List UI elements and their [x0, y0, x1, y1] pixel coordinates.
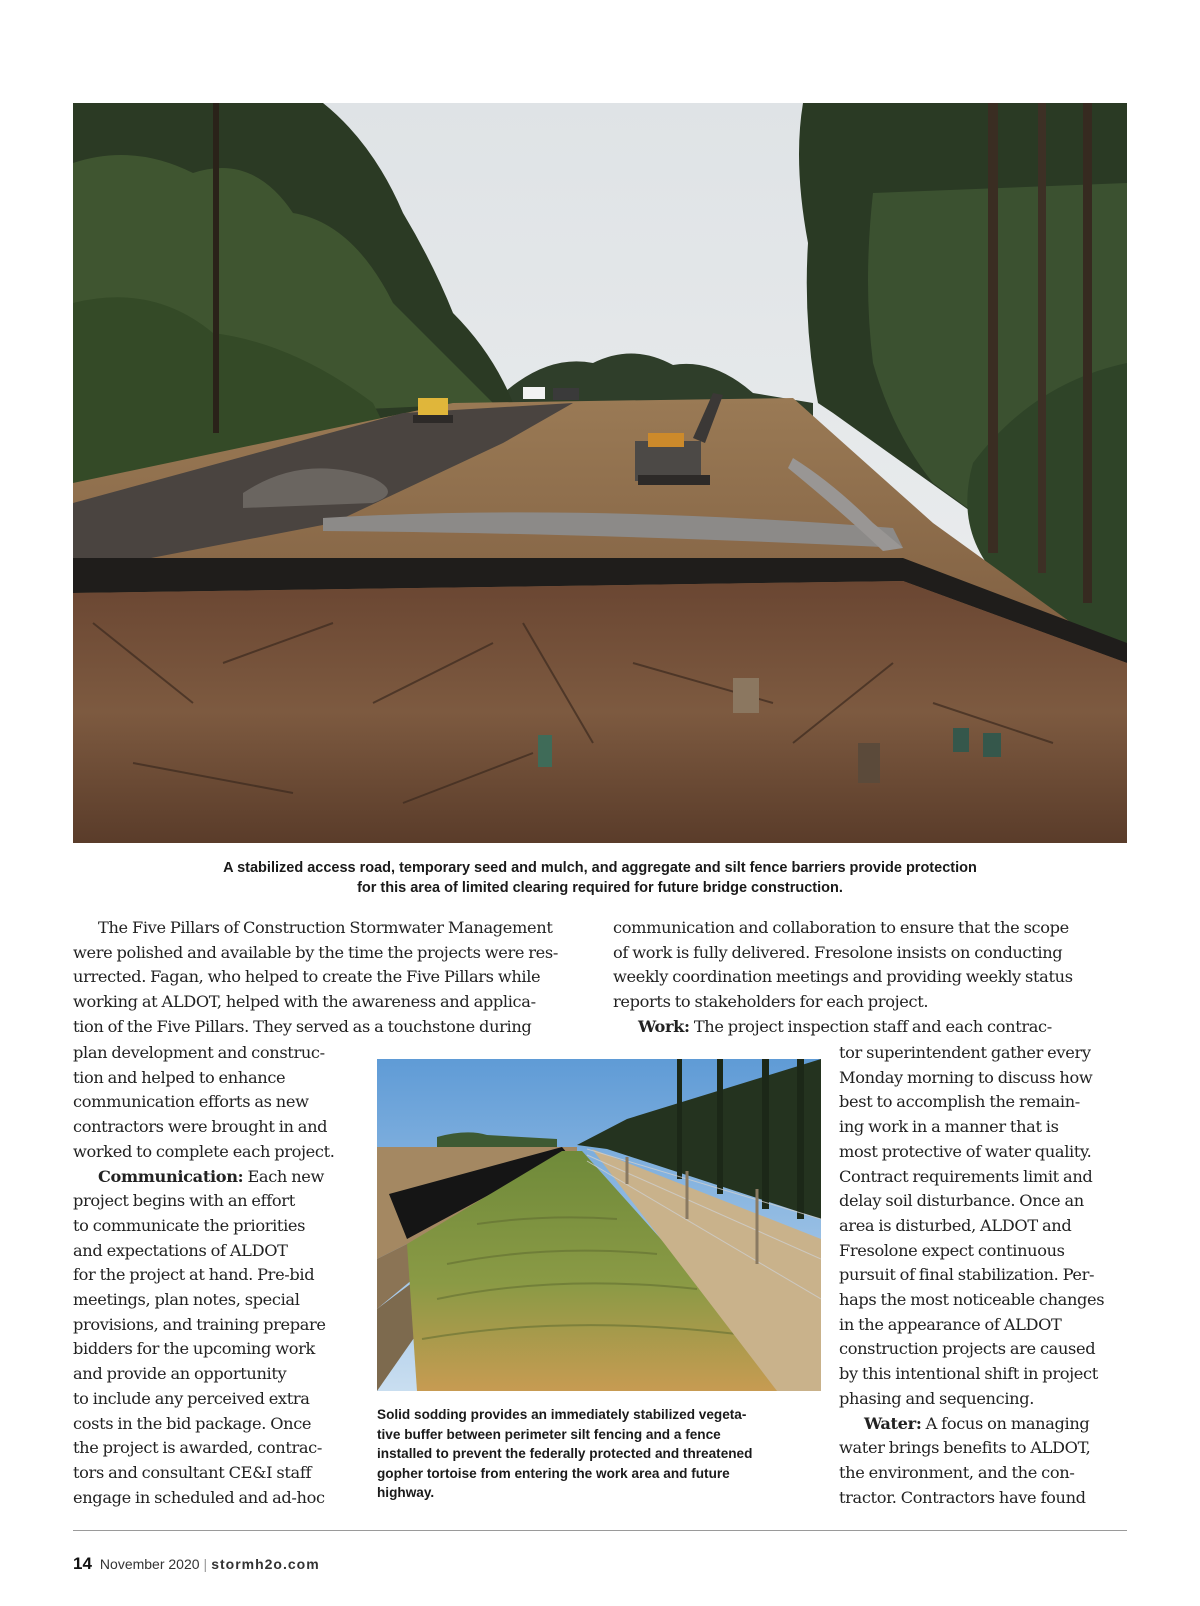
- text-line: engage in scheduled and ad-hoc: [73, 1487, 325, 1507]
- text-line: tion of the Five Pillars. They served as a touchstone during: [73, 1016, 532, 1036]
- communication-paragraph-start: [73, 1165, 335, 1190]
- text-fragment: The project inspection staff and each contrac-: [689, 1016, 1052, 1036]
- text-line: plan development and construc-: [73, 1043, 325, 1062]
- text-line: area is disturbed, ALDOT and: [839, 1215, 1072, 1235]
- text-line: provisions, and training prepare: [73, 1314, 326, 1334]
- text-line: Fresolone expect continuous: [839, 1240, 1065, 1260]
- text-line: costs in the bid package. Once: [73, 1413, 312, 1433]
- caption-line: installed to prevent the federally protected and threatened: [377, 1446, 753, 1461]
- text-fragment: Each new: [243, 1166, 325, 1186]
- water-paragraph-start: [839, 1412, 1104, 1437]
- text-line: to include any perceived extra: [73, 1388, 310, 1408]
- work-paragraph-start: [613, 1015, 1073, 1040]
- text-line: ing work in a manner that is: [839, 1117, 1059, 1137]
- text-line: construction projects are caused: [839, 1339, 1096, 1359]
- text-line: water brings benefits to ALDOT,: [839, 1438, 1091, 1458]
- text-line: by this intentional shift in project: [839, 1364, 1098, 1384]
- water-heading: Water:: [864, 1413, 922, 1433]
- text-line: best to accomplish the remain-: [839, 1092, 1080, 1112]
- top-photo-caption: [73, 858, 1127, 898]
- text-line: were polished and available by the time the projects were res-: [73, 942, 558, 962]
- footer-divider: [73, 1530, 1127, 1531]
- text-line: most protective of water quality.: [839, 1141, 1092, 1161]
- caption-line: A stabilized access road, temporary seed and mulch, and aggregate and silt fence barriers provide protection: [223, 860, 977, 876]
- text-line: weekly coordination meetings and providing weekly status: [613, 967, 1073, 987]
- top-photo: [73, 103, 1127, 843]
- caption-line: gopher tortoise from entering the work area and future: [377, 1465, 730, 1481]
- top-photo-illustration: [73, 103, 1127, 843]
- inset-photo-caption: [377, 1405, 827, 1503]
- inset-photo: [377, 1059, 821, 1391]
- website-link[interactable]: stormh2o.com: [211, 1556, 320, 1572]
- text-line: the environment, and the con-: [839, 1462, 1075, 1482]
- caption-line: highway.: [377, 1485, 435, 1500]
- text-line: working at ALDOT, helped with the awareness and applica-: [73, 992, 536, 1012]
- text-line: for the project at hand. Pre-bid: [73, 1265, 315, 1285]
- left-column-top: [73, 916, 558, 1040]
- text-line: The Five Pillars of Construction Stormwater Management: [98, 918, 553, 937]
- text-line: of work is fully delivered. Fresolone insists on conducting: [613, 942, 1063, 962]
- page-footer: [73, 1554, 320, 1574]
- text-line: and provide an opportunity: [73, 1364, 287, 1384]
- text-line: Monday morning to discuss how: [839, 1067, 1093, 1087]
- right-column-top: [613, 916, 1073, 1040]
- text-line: and expectations of ALDOT: [73, 1240, 288, 1260]
- text-line: bidders for the upcoming work: [73, 1339, 315, 1359]
- caption-line: Solid sodding provides an immediately stabilized vegeta-: [377, 1407, 747, 1422]
- text-line: to communicate the priorities: [73, 1215, 306, 1235]
- page-number: 14: [73, 1554, 92, 1573]
- left-column-bottom: [73, 1041, 335, 1510]
- text-line: urrected. Fagan, who helped to create the Five Pillars while: [73, 967, 541, 987]
- text-line: haps the most noticeable changes: [839, 1290, 1105, 1310]
- communication-heading: Communication:: [98, 1166, 244, 1186]
- text-line: reports to stakeholders for each project.: [613, 992, 929, 1012]
- text-line: meetings, plan notes, special: [73, 1290, 300, 1310]
- inset-photo-illustration: [377, 1059, 821, 1391]
- text-line: tractor. Contractors have found: [839, 1487, 1086, 1507]
- footer-separator: |: [203, 1556, 208, 1572]
- issue-date: November 2020: [99, 1556, 200, 1572]
- text-line: Contract requirements limit and: [839, 1166, 1093, 1186]
- caption-line: tive buffer between perimeter silt fencing and a fence: [377, 1426, 721, 1442]
- text-line: the project is awarded, contrac-: [73, 1438, 323, 1458]
- text-line: contractors were brought in and: [73, 1117, 328, 1137]
- text-line: communication and collaboration to ensure that the scope: [613, 918, 1069, 937]
- text-line: worked to complete each project.: [73, 1141, 335, 1161]
- text-line: tor superintendent gather every: [839, 1043, 1091, 1062]
- text-line: in the appearance of ALDOT: [839, 1314, 1062, 1334]
- text-line: delay soil disturbance. Once an: [839, 1191, 1084, 1211]
- text-line: pursuit of final stabilization. Per-: [839, 1265, 1095, 1285]
- caption-line: for this area of limited clearing required for future bridge construction.: [357, 880, 843, 896]
- text-line: tion and helped to enhance: [73, 1067, 286, 1087]
- work-heading: Work:: [638, 1016, 690, 1036]
- right-column-bottom: [839, 1041, 1104, 1510]
- text-fragment: A focus on managing: [921, 1413, 1090, 1433]
- text-line: phasing and sequencing.: [839, 1388, 1035, 1408]
- text-line: communication efforts as new: [73, 1092, 309, 1112]
- text-line: tors and consultant CE&I staff: [73, 1462, 312, 1482]
- text-line: project begins with an effort: [73, 1191, 295, 1211]
